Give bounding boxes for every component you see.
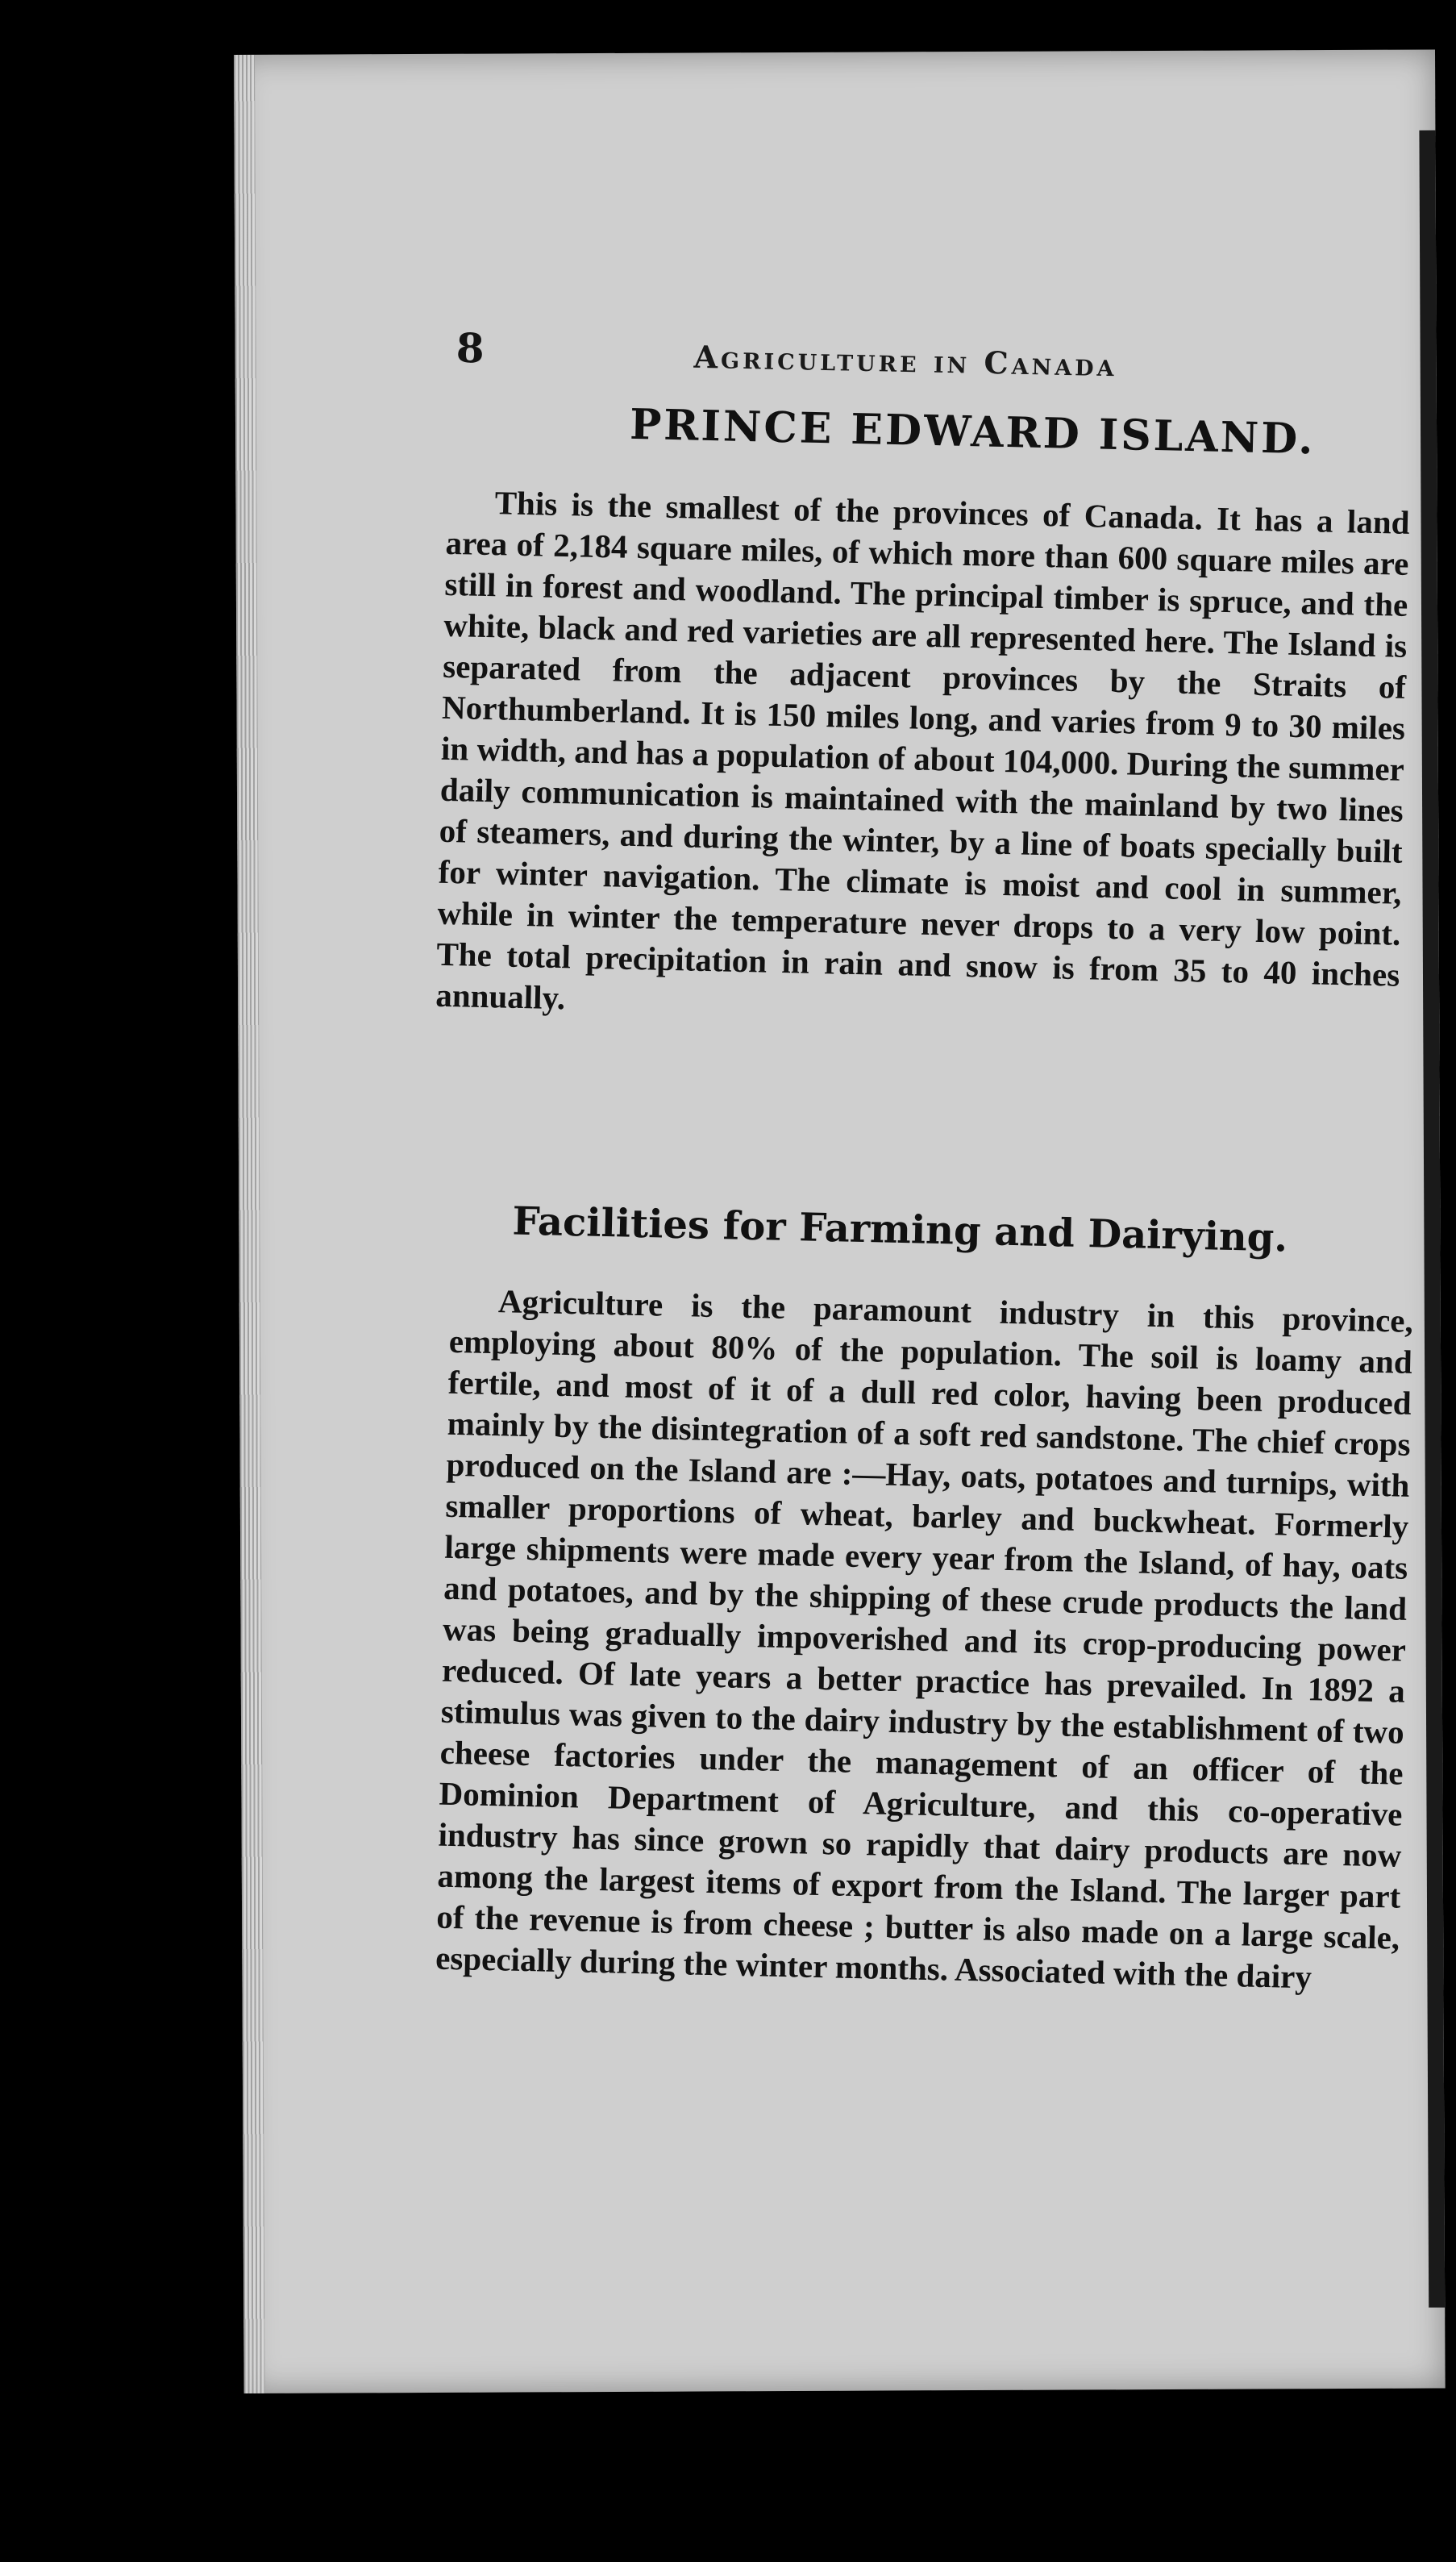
section-title: PRINCE EDWARD ISLAND. (629, 399, 1317, 464)
subsection-paragraph: Agriculture is the paramount industry in this province, employing about 80% of the population. The soil is loamy and fertile, and most of it of a dull red color, having been produced mainly by the disintegration of a soft red sandstone. The chief crops produced on the Island are :—Hay, oats, potatoes and turnips, with smaller proportions of wheat, barley and buckwheat. Formerly large shipments were made every year from the Island, of hay, oats and potatoes, and by the shipping of these crude products the land was being gradually impoverished and its crop-producing power reduced. Of late years a better practice has prevailed. In 1892 a stimulus was given to the dairy industry by the establishment of two cheese factories under the management of an officer of the Dominion Department of Agriculture, and this co-operative industry has since grown so rapidly that dairy products are now among the largest items of export from the Island. The larger part of the revenue is from cheese ; butter is also made on a large scale, especially during the winter months. Associated with the dairy (435, 1282, 1414, 1996)
running-title: Agriculture in Canada (693, 338, 1118, 384)
section-paragraph: This is the smallest of the provinces of Canada. It has a land area of 2,184 square miles, of which more than 600 square miles are still in forest and woodland. The principal timber is spruce, and the white, black and red varieties are all represented here. The Island is separated from the adjacent provinces by the Straits of Northumberland. It is 150 miles long, and varies from 9 to 30 miles in width, and has a population of about 104,000. During the summer daily communication is maintained with the mainland by two lines of steamers, and during the winter, by a line of boats specially built for winter navigation. The climate is moist and cool in summer, while in winter the temperature never drops to a very low point. The total precipitation in rain and snow is from 35 to 40 inches annually. (435, 484, 1410, 1017)
page-edge (234, 55, 265, 2393)
subsection-title: Facilities for Farming and Dairying. (511, 1198, 1288, 1261)
book-page (234, 49, 1446, 2393)
running-head (456, 324, 1408, 400)
page-shadow (1419, 130, 1445, 2307)
page-number: 8 (456, 323, 485, 373)
